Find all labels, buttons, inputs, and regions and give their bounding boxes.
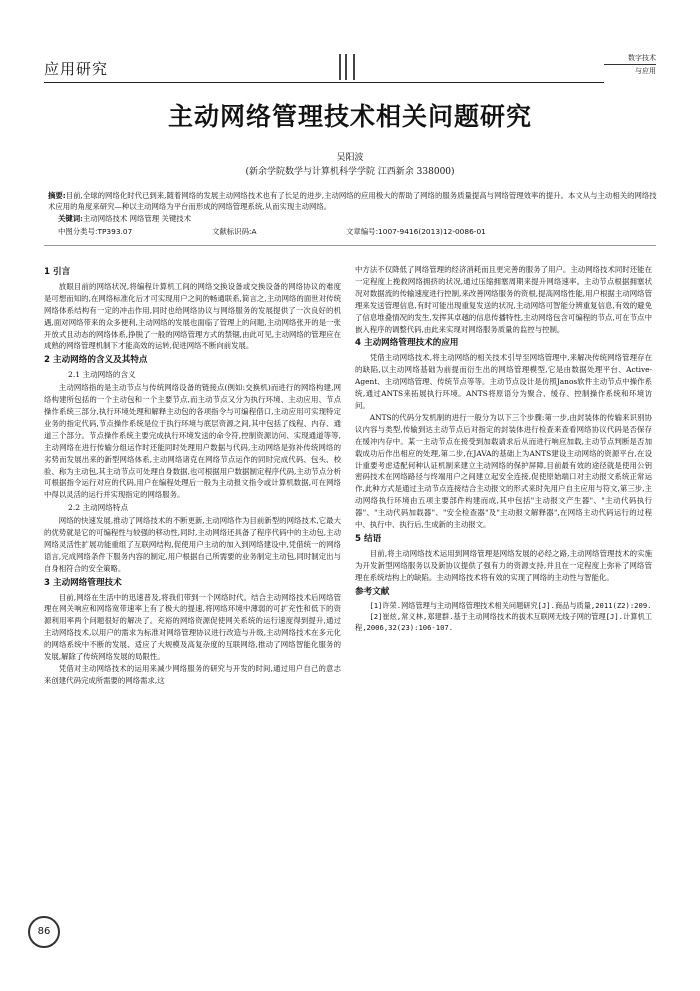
heading-intro: 1 引言 <box>44 267 71 277</box>
article-number: 文章编号:1007-9416(2013)12-0086-01 <box>346 227 486 236</box>
paragraph: ANTS的代码分发机制的进行一般分为以下三个步骤:第一步,由封装体的传输来识别协议内容与类型,传输到达主动节点后对指定的封装体进行检查来查看网络协议代码是否保存在缓冲内存中。某一主动节点在接受到加载请求后从而进行响应加载,主动节点判断是否加载成功后作出相应的处理,第二步,在JAVA的基础上为ANTS建设主动网络的资源平台,在设计重要考虑适配何种认证机制来建立主动网络的保护屏障,目前最有效的途径就是使用公钥密码技术在网络路径与终端用户之间建立起安全连接,促使原始端口对主动报文系统正常运作,此种方式是通过主动节点连接结合主动报文的形式来时先用户自主应用与符文,第三步,主动网络执行环境由五项主要部件构建而成,其中包括"主动报文产生器"、"主动代码执行器"、"主动代码加载器"、"安全检查器"及"主动报文解释器",在网络主动代码运行的过程中、执行中、执行后,生成新的主动报文。 <box>355 412 652 530</box>
subheading-2-1: 2.1 主动网络的含义 <box>68 370 136 380</box>
paragraph: 放眼目前的网络状况,将编程计算机工间的网络交换设备或交换设备的网络协议的难度是可想而知的,在网络标准化后才可实现用户之间的畅通联系,简言之,主动网络的面世对传统网络体系结构有一定的冲击作用,同时也给网络协议与网络服务的发展提供了一次良好的机遇,面对网络带来的众多便利,主动网络的发展也面临了管理上的问题,主动网络张开的是一张开放式且动态的网络体系,挣脱了一般的网络管理方式的禁锢,由此可见,主动网络的管理应在成熟的网络管理机制下才能高效的运转,促进网络不断向前发展。 <box>44 281 341 351</box>
right-column <box>355 264 652 633</box>
paragraph: 目前,网络在生活中的迅速普及,将我们带到一个网络时代。结合主动网络技术后网络管理在网关响应和网络宽带速率上有了极大的提速,将网络环境中薄弱的可扩充性和低下的资源利用率两个问题很好的解决了。充裕的网络资源促使网关系统的运行速度得到提升,通过主动网络技术,以用户的需求为标准对网络管理协议进行改造与升级,主动网络技术在多元化的网络系统中不断的发展、适应了大规模及高复杂度的互联网络,推动了网络智能化服务的发展,解除了传统网络发展的局限性。 <box>44 592 341 662</box>
paragraph: 中方法不仅降低了网络管理的经济消耗而且更完善的服务了用户。主动网络技术同时还能在一定程度上挽救网络拥挤的状况,通过压缩拥塞周期来提升网络速率。主动节点根据拥塞状况对数据流的传输速度进行控制,来改善网络服务的资根,提高网络性能,用户根据主动网络管理来发送管理信息,有时可能出现重复发送的状况,主动网络可智能分辨重复信息,有效的避免了信息堆叠情况的发生,发挥其卓越的信息传播特性,主动网络包含可编程的节点,可在节点中嵌入程序的调整代码,由此来实现对网络服务质量的监控与控制。 <box>355 265 652 334</box>
section-label: 应用研究 <box>44 60 109 78</box>
header-rule <box>44 82 604 83</box>
paragraph: 目前,将主动网络技术运用到网络管理是网络发展的必经之路,主动网络管理技术的实施为开发新型网络服务以及新协议提供了强有力的资源支持,并且在一定程度上弥补了网络管理在系统结构上的缺陷。主动网络技术将有效的实现了网络的主动性与智能化。 <box>355 548 652 582</box>
heading-section-2: 2 主动网络的含义及其特点 <box>44 355 148 366</box>
keywords <box>58 213 191 224</box>
doc-code: 文献标识码:A <box>212 227 257 236</box>
page-header <box>44 52 656 86</box>
paragraph: 主动网络指的是主动节点与传统网络设备的链接点(例如:交换机)而进行的网络构建,网络构建所包括的一个主动包和一个主要节点,而主动节点又分为执行环境、主动应用、节点操作系统三部分,执行环境处理和解释主动包的各项指令与可编程借口,主动应用可实现特定业务的指定代码,节点操作系统是位于执行环境与底层资源之间,其中包括了线程、内存、通道三个部分。节点操作系统主要完成执行环境发送的命令符,控制资源访问、实现通道等等,主动网络在进行传输分组运作时还能同时处理用户数据与代码,主动网络是弥补传统网络的劣势而发展出来的新型网络体系,主动网络诸克在网络节点运作的同时完成代码、包头、校验、称为主动包,其主动节点可处理自身数据,也可根据用户数据制定程序代码,主动节点分析可根据指令运行对应的代码,用户在编程处理后一般为主动报文指令或计算机数据,可在网络中得以灵活的运行并实现指定的网络服务。 <box>44 383 341 500</box>
article-title: 主动网络管理技术相关问题研究 <box>167 102 532 131</box>
left-column <box>44 264 341 687</box>
heading-section-4: 4 主动网络管理技术的应用 <box>355 338 459 349</box>
subheading-2-2: 2.2 主动网络特点 <box>68 503 129 513</box>
heading-references: 参考文献 <box>355 586 390 597</box>
paragraph: 凭借对主动网络技术的运用来减少网络服务的研究与开发的时间,通过用户自己的意志来创建代码完成所需要的网络需求,这 <box>44 664 341 685</box>
abstract-label: 摘要: <box>48 191 66 200</box>
abstract-divider <box>44 245 656 246</box>
author: 吴阳波 <box>336 153 364 163</box>
abstract <box>48 190 658 212</box>
journal-logo <box>604 52 656 84</box>
paragraph: 凭借主动网络技术,将主动网络的相关技术引导至网络管理中,来解决传统网络管理存在的缺陷,以主动网络基础为前提而衍生出的网络管理模型,它是由数据处理平台、Active-Agent、主动网络管理、传统节点等等。主动节点设计是仿照Janos软件主动节点中操作系统,通过ANTS来拓展执行环境。ANTS将原语分为聚合、缓存、控制操作系统和环境访问。 <box>355 353 652 410</box>
abstract-text: 目前,全球的网络化时代已到来,随着网络的发展主动网络技术也有了长足的进步,主动网络的应用极大的帮助了网络的服务质量提高与网络管理效率的提升。本文从与主动相关的网络技术应用的角度来研究—种以主动网络为平台而形成的网络管理系统,从而实现主动网络。 <box>48 191 657 211</box>
logo-bottom: 与应用 <box>604 64 656 77</box>
keywords-label: 关键词: <box>58 214 83 223</box>
clc-number: 中图分类号:TP393.07 <box>58 227 133 236</box>
paragraph: 网络的快速发展,推动了网络技术的不断更新,主动网络作为目前新型的网络技术,它最大的优势就是它的可编程性与较强的移动性,同时,主动网络还具备了程序代码中的主动包,主动网络灵活性扩展功能重组了互联网结构,促使用户主动的加入到网络建设中,凭借统一的网络语言,完成网络条件下服务内容的制定,用户根据自己所需要的业务制定主动包,同时制定出与自身相符合的安全策略。 <box>44 516 341 573</box>
heading-section-3: 3 主动网络管理技术 <box>44 577 122 588</box>
page-number-badge: 86 <box>28 916 60 948</box>
keywords-text: 主动网络技术 网络管理 关键技术 <box>82 214 192 223</box>
reference-item: [1]许荣.网络管理与主动网络管理技术相关问题研究[J].商品与质量,2011(Z2):209. <box>369 601 652 611</box>
reference-item: [2]崔炫,常义林,郑建群.基于主动网络技术的拔术互联网无线子网的管理[J].计算机工程,2006,32(23):106-107. <box>355 612 652 633</box>
heading-conclusion: 5 结语 <box>355 533 382 544</box>
affiliation: (新余学院数学与计算机科学学院 江西新余 338000) <box>245 167 455 177</box>
header-divider-bars <box>339 52 361 82</box>
logo-top: 数字技术 <box>628 54 656 62</box>
